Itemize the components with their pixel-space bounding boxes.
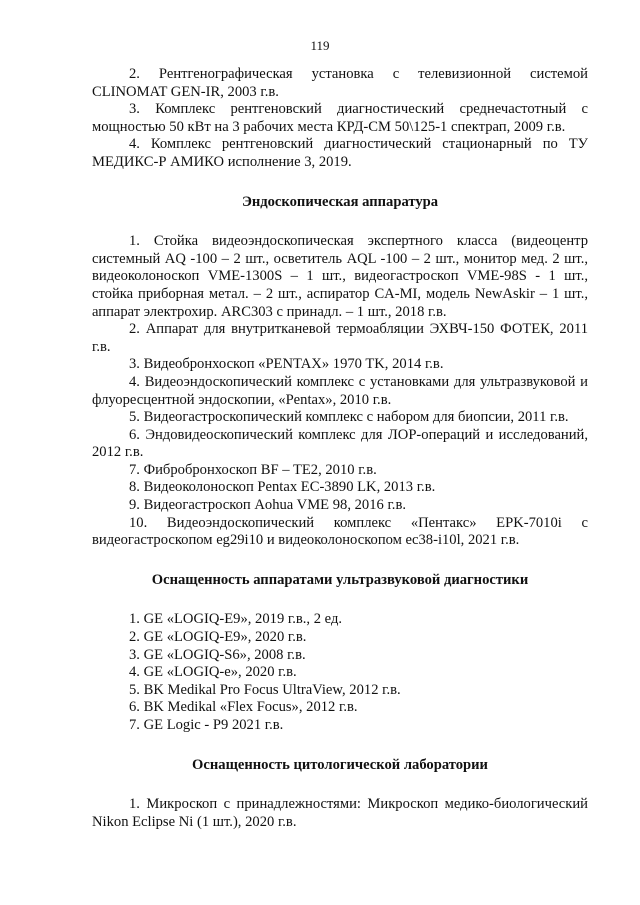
list-item: 2. Рентгенографическая установка с телевизионной системой CLINOMAT GEN-IR, 2003 г.в. [92, 66, 588, 100]
list-item: 7. GE Logic - P9 2021 г.в. [129, 717, 284, 733]
list-item: 4. GE «LOGIQ-e», 2020 г.в. [129, 664, 297, 681]
list-item: 4. Видеоэндоскопический комплекс с установками для ультразвуковой и флуоресцентной эндоскопии, «Pentax», 2010 г.в. [92, 373, 588, 408]
list-item: 2. GE «LOGIQ-E9», 2020 г.в. [129, 629, 307, 646]
page-content [92, 66, 588, 831]
list-item: 1. GE «LOGIQ-E9», 2019 г.в., 2 ед. [129, 611, 343, 628]
list-item: 4. Комплекс рентгеновский диагностический стационарный по ТУ МЕДИКС-Р АМИКО исполнение 3, 2019. [92, 136, 588, 170]
list-item: 6. BK Medikal «Flex Focus», 2012 г.в. [129, 699, 358, 716]
list-item: 9. Видеогастроскоп Aohua VME 98, 2016 г.в. [129, 497, 406, 514]
section-heading-cytology: Оснащенность цитологической лаборатории [192, 756, 488, 773]
list-item: 3. GE «LOGIQ-S6», 2008 г.в. [129, 646, 306, 663]
list-item: 5. BK Medikal Pro Focus UltraView, 2012 г.в. [129, 681, 401, 698]
list-item: 5. Видеогастроскопический комплекс с набором для биопсии, 2011 г.в. [129, 409, 569, 426]
page-number: 119 [310, 38, 330, 53]
list-item: 6. Эндовидеоскопический комплекс для ЛОР-операций и исследований, 2012 г.в. [92, 426, 588, 461]
list-item: 7. Фибробронхоскоп BF – TE2, 2010 г.в. [129, 461, 377, 478]
list-item: 10. Видеоэндоскопический комплекс «Пентакс» EPK-7010i с видеогастроскопом eg29i10 и видеоколоноскопом ec38-i10l, 2021 г.в. [92, 514, 588, 549]
section-heading-endoscopy: Эндоскопическая аппаратура [241, 193, 439, 210]
list-item: 8. Видеоколоноскоп Pentax EC-3890 LK, 2013 г.в. [129, 479, 436, 496]
list-item: 3. Видеобронхоскоп «PENTAX» 1970 TK, 2014 г.в. [129, 356, 444, 373]
list-item: 1. Микроскоп с принадлежностями: Микроскоп медико-биологический Nikon Eclipse Ni (1 шт.), 2020 г.в. [92, 796, 588, 830]
list-item: 2. Аппарат для внутритканевой термоабляции ЭХВЧ-150 ФОТЕК, 2011 г.в. [92, 321, 588, 355]
list-item: 3. Комплекс рентгеновский диагностический среднечастотный с мощностью 50 кВт на 3 рабочих места КРД-СМ 50\125-1 спектрап, 2009 г.в. [92, 101, 588, 135]
section-heading-ultrasound: Оснащенность аппаратами ультразвуковой диагностики [151, 571, 529, 588]
list-item: 1. Стойка видеоэндоскопическая экспертного класса (видеоцентр системный AQ -100 – 2 шт., осветитель AQL -100 – 2 шт., монитор мед. 2 шт., видеоколоноскоп VME-1300S – 1 шт., видеогастроскоп VME-98S - 1 шт., стойка приборная метал. – 2 шт., аспиратор CA-MI, модель NewAskir – 1 шт., аппарат электрохир. ARC303 с принадл. – 1 шт., 2018 г.в. [92, 233, 588, 320]
